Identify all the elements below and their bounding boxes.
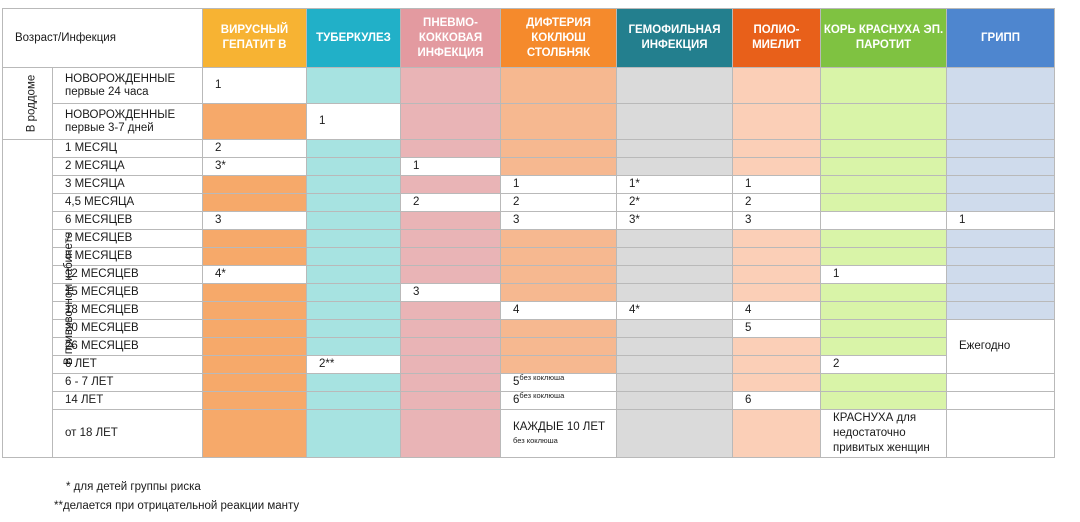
header-flu: ГРИПП xyxy=(947,9,1055,68)
cell-flu: 1 xyxy=(947,212,1055,230)
cell-hib xyxy=(617,338,733,356)
table-row xyxy=(3,194,1055,212)
cell-dtp: 1 xyxy=(501,176,617,194)
footnote-risk-group: * для детей группы риска xyxy=(66,481,201,493)
cell-polio: 3 xyxy=(733,212,821,230)
cell-mmr xyxy=(821,176,947,194)
cell-polio xyxy=(733,374,821,392)
cell-hepb xyxy=(203,302,307,320)
cell-hib: 3* xyxy=(617,212,733,230)
cell-tb xyxy=(307,230,401,248)
cell-hepb xyxy=(203,104,307,140)
cell-hib xyxy=(617,230,733,248)
cell-flu xyxy=(947,284,1055,302)
age-label: НОВОРОЖДЕННЫЕ первые 24 часа xyxy=(53,68,203,104)
group-clinic: В прививочном кабинете xyxy=(3,140,53,458)
cell-pneumo xyxy=(401,320,501,338)
cell-mmr xyxy=(821,194,947,212)
cell-tb xyxy=(307,302,401,320)
cell-hepb xyxy=(203,338,307,356)
cell-hib xyxy=(617,248,733,266)
table-row xyxy=(3,374,1055,392)
cell-tb xyxy=(307,320,401,338)
cell-polio xyxy=(733,356,821,374)
cell-dtp xyxy=(501,104,617,140)
cell-tb: 1 xyxy=(307,104,401,140)
cell-mmr xyxy=(821,104,947,140)
cell-hepb xyxy=(203,248,307,266)
cell-mmr xyxy=(821,392,947,410)
cell-flu xyxy=(947,68,1055,104)
cell-hib xyxy=(617,140,733,158)
cell-mmr xyxy=(821,230,947,248)
cell-hepb: 4* xyxy=(203,266,307,284)
age-label: 14 ЛЕТ xyxy=(53,392,203,410)
cell-hepb xyxy=(203,176,307,194)
cell-mmr xyxy=(821,68,947,104)
cell-hepb: 3* xyxy=(203,158,307,176)
header-tuberculosis: ТУБЕРКУЛЕЗ xyxy=(307,9,401,68)
table-row xyxy=(3,338,1055,356)
cell-tb xyxy=(307,410,401,458)
age-label: 12 МЕСЯЦЕВ xyxy=(53,266,203,284)
cell-flu xyxy=(947,230,1055,248)
age-label: 2 МЕСЯЦА xyxy=(53,158,203,176)
cell-mmr xyxy=(821,320,947,338)
cell-pneumo xyxy=(401,410,501,458)
cell-tb xyxy=(307,176,401,194)
table-row xyxy=(3,68,1055,104)
age-label: от 18 ЛЕТ xyxy=(53,410,203,458)
no-pertussis-note: без коклюша xyxy=(519,373,565,383)
cell-tb xyxy=(307,158,401,176)
adult-rubella-cell: КРАСНУХА для недостаточно привитых женщин xyxy=(821,410,947,458)
cell-dtp xyxy=(501,230,617,248)
cell-hepb xyxy=(203,392,307,410)
cell-mmr xyxy=(821,302,947,320)
cell-polio: 2 xyxy=(733,194,821,212)
cell-hib xyxy=(617,374,733,392)
cell-dtp xyxy=(501,338,617,356)
age-label: 6 - 7 ЛЕТ xyxy=(53,374,203,392)
cell-polio xyxy=(733,140,821,158)
cell-tb xyxy=(307,266,401,284)
table-row xyxy=(3,410,1055,458)
cell-hepb xyxy=(203,410,307,458)
cell-tb xyxy=(307,284,401,302)
cell-flu xyxy=(947,140,1055,158)
cell-flu xyxy=(947,194,1055,212)
adult-dtp-label: КАЖДЫЕ 10 ЛЕТ xyxy=(513,420,606,433)
table-row xyxy=(3,284,1055,302)
cell-tb xyxy=(307,194,401,212)
cell-hib: 1* xyxy=(617,176,733,194)
cell-hib xyxy=(617,392,733,410)
age-label: 8 МЕСЯЦЕВ xyxy=(53,248,203,266)
table-row xyxy=(3,140,1055,158)
cell-pneumo xyxy=(401,68,501,104)
cell-hepb xyxy=(203,194,307,212)
cell-flu xyxy=(947,104,1055,140)
cell-flu xyxy=(947,176,1055,194)
age-label: 4,5 МЕСЯЦА xyxy=(53,194,203,212)
header-pneumococcal: ПНЕВМО- КОККОВАЯ ИНФЕКЦИЯ xyxy=(401,9,501,68)
corner-header: Возраст/Инфекция xyxy=(3,9,203,68)
cell-dtp: 3 xyxy=(501,212,617,230)
cell-dtp xyxy=(501,284,617,302)
footnotes xyxy=(54,478,299,516)
cell-tb xyxy=(307,338,401,356)
cell-hib: 4* xyxy=(617,302,733,320)
cell-flu xyxy=(947,392,1055,410)
header-haemophilus: ГЕМОФИЛЬНАЯ ИНФЕКЦИЯ xyxy=(617,9,733,68)
cell-polio: 1 xyxy=(733,176,821,194)
cell-polio xyxy=(733,266,821,284)
cell-pneumo: 2 xyxy=(401,194,501,212)
cell-flu xyxy=(947,302,1055,320)
table-row xyxy=(3,266,1055,284)
table-header-row xyxy=(3,9,1055,68)
cell-pneumo xyxy=(401,140,501,158)
cell-dtp xyxy=(501,248,617,266)
cell-hib xyxy=(617,266,733,284)
cell-pneumo xyxy=(401,212,501,230)
cell-tb xyxy=(307,212,401,230)
age-label: НОВОРОЖДЕННЫЕ первые 3-7 дней xyxy=(53,104,203,140)
cell-dtp: 4 xyxy=(501,302,617,320)
cell-tb xyxy=(307,140,401,158)
cell-hepb xyxy=(203,356,307,374)
cell-dtp xyxy=(501,158,617,176)
cell-dtp: 2 xyxy=(501,194,617,212)
cell-hib xyxy=(617,356,733,374)
table-row xyxy=(3,104,1055,140)
cell-polio xyxy=(733,230,821,248)
table-row xyxy=(3,302,1055,320)
cell-tb xyxy=(307,68,401,104)
cell-flu xyxy=(947,410,1055,458)
cell-hepb: 2 xyxy=(203,140,307,158)
cell-dtp-adult xyxy=(501,410,617,458)
age-label: 26 МЕСЯЦЕВ xyxy=(53,338,203,356)
cell-flu xyxy=(947,374,1055,392)
cell-mmr xyxy=(821,212,947,230)
cell-hib xyxy=(617,68,733,104)
cell-polio xyxy=(733,104,821,140)
cell-pneumo xyxy=(401,104,501,140)
cell-flu xyxy=(947,266,1055,284)
cell-hib xyxy=(617,284,733,302)
cell-hepb xyxy=(203,320,307,338)
cell-hib xyxy=(617,410,733,458)
cell-pneumo xyxy=(401,230,501,248)
cell-hib xyxy=(617,104,733,140)
cell-pneumo xyxy=(401,374,501,392)
cell-polio: 4 xyxy=(733,302,821,320)
cell-tb: 2** xyxy=(307,356,401,374)
cell-polio: 6 xyxy=(733,392,821,410)
cell-pneumo: 3 xyxy=(401,284,501,302)
cell-polio xyxy=(733,248,821,266)
cell-polio xyxy=(733,158,821,176)
header-dtp: ДИФТЕРИЯ КОКЛЮШ СТОЛБНЯК xyxy=(501,9,617,68)
cell-dtp xyxy=(501,68,617,104)
cell-hib xyxy=(617,320,733,338)
cell-pneumo xyxy=(401,266,501,284)
cell-tb xyxy=(307,374,401,392)
cell-dtp xyxy=(501,374,617,392)
table-row xyxy=(3,320,1055,338)
age-label: 18 МЕСЯЦЕВ xyxy=(53,302,203,320)
cell-mmr: 1 xyxy=(821,266,947,284)
cell-hib xyxy=(617,158,733,176)
age-label: 7 МЕСЯЦЕВ xyxy=(53,230,203,248)
cell-dtp xyxy=(501,140,617,158)
cell-dtp xyxy=(501,266,617,284)
table-row xyxy=(3,230,1055,248)
header-polio: ПОЛИО- МИЕЛИТ xyxy=(733,9,821,68)
table-row xyxy=(3,158,1055,176)
cell-mmr xyxy=(821,140,947,158)
cell-pneumo xyxy=(401,302,501,320)
cell-hepb xyxy=(203,230,307,248)
table-row xyxy=(3,176,1055,194)
age-label: 6 МЕСЯЦЕВ xyxy=(53,212,203,230)
age-label: 15 МЕСЯЦЕВ xyxy=(53,284,203,302)
cell-dtp xyxy=(501,320,617,338)
age-label: 20 МЕСЯЦЕВ xyxy=(53,320,203,338)
cell-mmr xyxy=(821,338,947,356)
table-row xyxy=(3,212,1055,230)
dose-number: 6 xyxy=(513,394,520,406)
cell-pneumo xyxy=(401,176,501,194)
age-label: 1 МЕСЯЦ xyxy=(53,140,203,158)
no-pertussis-note: без коклюша xyxy=(513,435,558,445)
cell-hepb xyxy=(203,374,307,392)
cell-polio xyxy=(733,338,821,356)
table-row xyxy=(3,356,1055,374)
age-label: 3 МЕСЯЦА xyxy=(53,176,203,194)
footnote-mantoux: **делается при отрицательной реакции манту xyxy=(54,500,300,512)
cell-pneumo: 1 xyxy=(401,158,501,176)
cell-hib: 2* xyxy=(617,194,733,212)
cell-hepb xyxy=(203,284,307,302)
cell-polio xyxy=(733,284,821,302)
header-mmr: КОРЬ КРАСНУХА ЭП. ПАРОТИТ xyxy=(821,9,947,68)
dose-number: 5 xyxy=(513,376,520,388)
cell-flu xyxy=(947,158,1055,176)
flu-annual-cell: Ежегодно xyxy=(947,320,1055,374)
age-label: 6 ЛЕТ xyxy=(53,356,203,374)
no-pertussis-note: без коклюша xyxy=(519,391,565,401)
group-maternity: В роддоме xyxy=(3,68,53,140)
cell-polio xyxy=(733,410,821,458)
cell-polio: 5 xyxy=(733,320,821,338)
cell-dtp xyxy=(501,356,617,374)
cell-pneumo xyxy=(401,356,501,374)
cell-pneumo xyxy=(401,248,501,266)
cell-mmr xyxy=(821,248,947,266)
cell-tb xyxy=(307,392,401,410)
cell-flu xyxy=(947,248,1055,266)
cell-mmr xyxy=(821,284,947,302)
header-hepatitis-b: ВИРУСНЫЙ ГЕПАТИТ В xyxy=(203,9,307,68)
cell-pneumo xyxy=(401,392,501,410)
vaccination-schedule-table xyxy=(2,8,1055,458)
cell-mmr: 2 xyxy=(821,356,947,374)
cell-mmr xyxy=(821,158,947,176)
table-row xyxy=(3,248,1055,266)
cell-hepb: 3 xyxy=(203,212,307,230)
cell-polio xyxy=(733,68,821,104)
cell-mmr xyxy=(821,374,947,392)
cell-tb xyxy=(307,248,401,266)
cell-hepb: 1 xyxy=(203,68,307,104)
table-row xyxy=(3,392,1055,410)
cell-pneumo xyxy=(401,338,501,356)
cell-dtp xyxy=(501,392,617,410)
